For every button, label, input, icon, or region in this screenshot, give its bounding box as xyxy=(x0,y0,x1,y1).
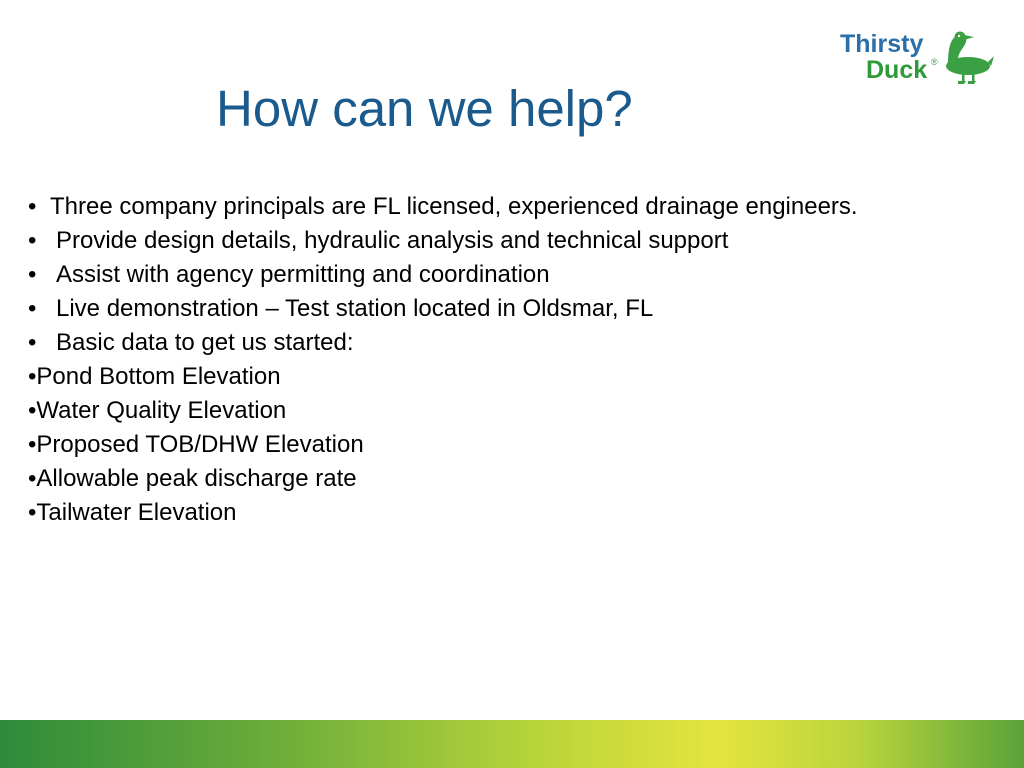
bullet-item xyxy=(28,190,908,224)
bullet-item xyxy=(28,292,908,326)
bullet-list xyxy=(28,190,908,530)
bullet-marker: • xyxy=(28,227,37,254)
sub-bullet-item: •Water Quality Elevation xyxy=(28,397,287,424)
bullet-text: Basic data to get us started: xyxy=(56,329,354,356)
logo-registered-mark: ® xyxy=(931,57,938,67)
sub-bullet-item: •Allowable peak discharge rate xyxy=(28,465,357,492)
duck-icon xyxy=(946,32,994,85)
bullet-item xyxy=(28,258,908,292)
bullet-marker: • xyxy=(28,193,37,220)
logo-duck-text: Duck xyxy=(866,56,928,84)
bullet-marker: • xyxy=(28,329,37,356)
bullet-text: Three company principals are FL licensed, experienced drainage engineers. xyxy=(50,193,858,220)
footer-gradient-bar xyxy=(0,720,1024,768)
slide-title: How can we help? xyxy=(216,80,633,137)
sub-bullet-item: •Proposed TOB/DHW Elevation xyxy=(28,431,364,458)
thirsty-duck-logo xyxy=(838,28,994,86)
logo-graphic xyxy=(838,28,994,86)
sub-bullet-item: •Pond Bottom Elevation xyxy=(28,363,281,390)
bullet-text: Provide design details, hydraulic analysis and technical support xyxy=(56,227,729,254)
bullet-marker: • xyxy=(28,295,37,322)
bullet-item xyxy=(28,326,908,360)
bullet-item xyxy=(28,224,908,258)
sub-bullet-item: •Tailwater Elevation xyxy=(28,499,237,526)
bullet-text: Assist with agency permitting and coordination xyxy=(56,261,550,288)
duck-eye-icon xyxy=(958,35,960,37)
logo-thirsty-text: Thirsty xyxy=(840,30,924,58)
bullet-marker: • xyxy=(28,261,37,288)
bullet-text: Live demonstration – Test station located in Oldsmar, FL xyxy=(56,295,654,322)
